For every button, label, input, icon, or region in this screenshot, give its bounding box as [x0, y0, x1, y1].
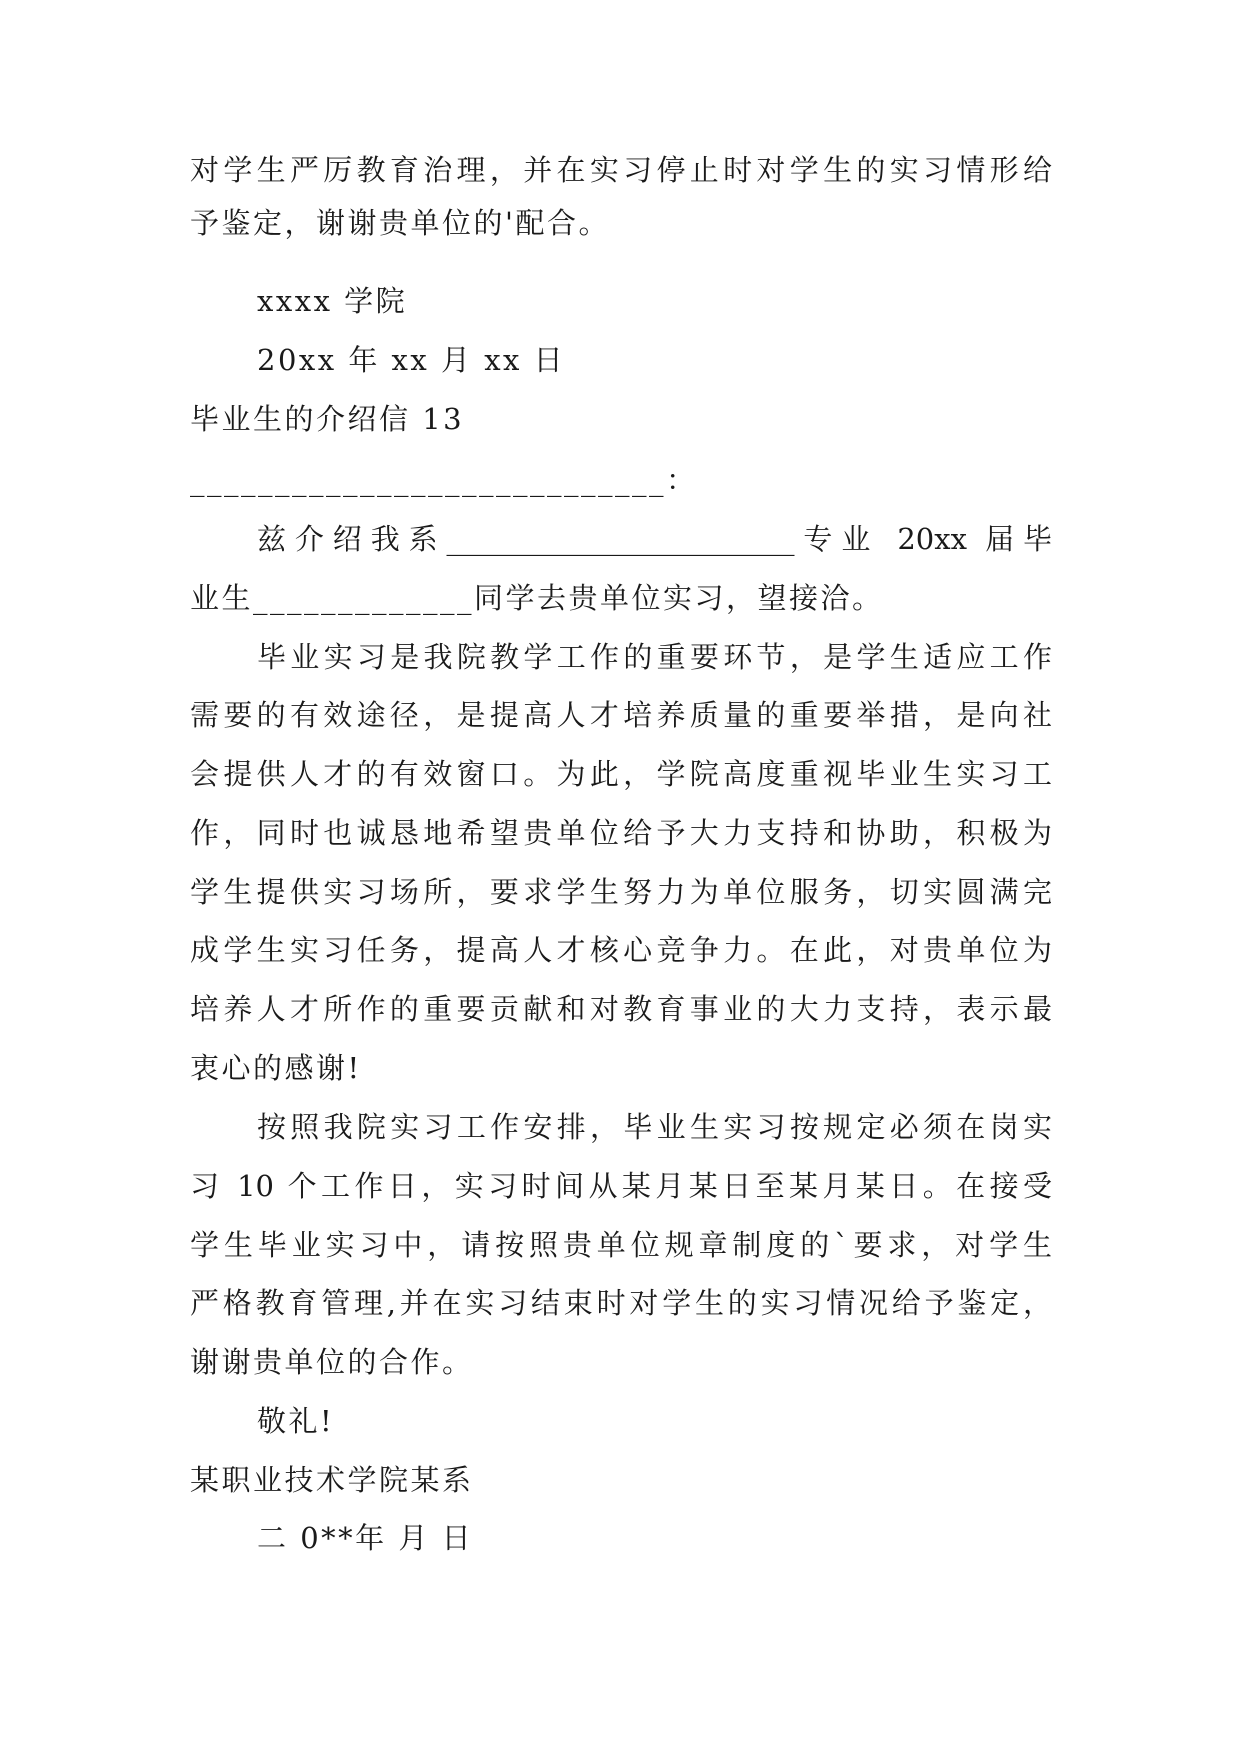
text-line: 衷心的感谢! [190, 1051, 362, 1085]
text-line: 培养人才所作的重要贡献和对教育事业的大力支持，表示最 [190, 992, 1052, 1026]
text-line: 学生毕业实习中，请按照贵单位规章制度的`要求，对学生 [190, 1228, 1052, 1262]
text-line: 会提供人才的有效窗口。为此，学院高度重视毕业生实习工 [190, 757, 1052, 791]
text-line: 成学生实习任务，提高人才核心竞争力。在此，对贵单位为 [190, 933, 1052, 967]
text-line: 兹介绍我系________________________专业 20xx 届毕 [257, 522, 1052, 556]
text-line: 谢谢贵单位的合作。 [190, 1345, 474, 1379]
signature-date: 二 0**年 月 日 [257, 1521, 474, 1555]
text-line: 学生提供实习场所，要求学生努力为单位服务，切实圆满完 [190, 875, 1052, 909]
section-title: 毕业生的介绍信 13 [190, 402, 465, 436]
text-line: 对学生严厉教育治理，并在实习停止时对学生的实习情形给 [190, 153, 1052, 187]
text-line: 予鉴定，谢谢贵单位的'配合。 [190, 206, 610, 240]
text-line: 业生_____________同学去贵单位实习，望接洽。 [190, 581, 884, 615]
text-line: 毕业实习是我院教学工作的重要环节，是学生适应工作 [257, 640, 1052, 674]
text-line: 严格教育管理,并在实习结束时对学生的实习情况给予鉴定， [190, 1286, 1052, 1320]
signature-date: 20xx 年 xx 月 xx 日 [257, 343, 566, 377]
recipient-line: ____________________________： [190, 463, 698, 497]
closing-salutation: 敬礼! [257, 1404, 335, 1438]
text-line: 按照我院实习工作安排，毕业生实习按规定必须在岗实 [257, 1110, 1052, 1144]
text-line: 习 10 个工作日，实习时间从某月某日至某月某日。在接受 [190, 1169, 1052, 1203]
text-line: 作，同时也诚恳地希望贵单位给予大力支持和协助，积极为 [190, 816, 1052, 850]
text-line: 需要的有效途径，是提高人才培养质量的重要举措，是向社 [190, 698, 1052, 732]
signature-school: xxxx 学院 [257, 284, 408, 318]
signature-department: 某职业技术学院某系 [190, 1463, 474, 1497]
